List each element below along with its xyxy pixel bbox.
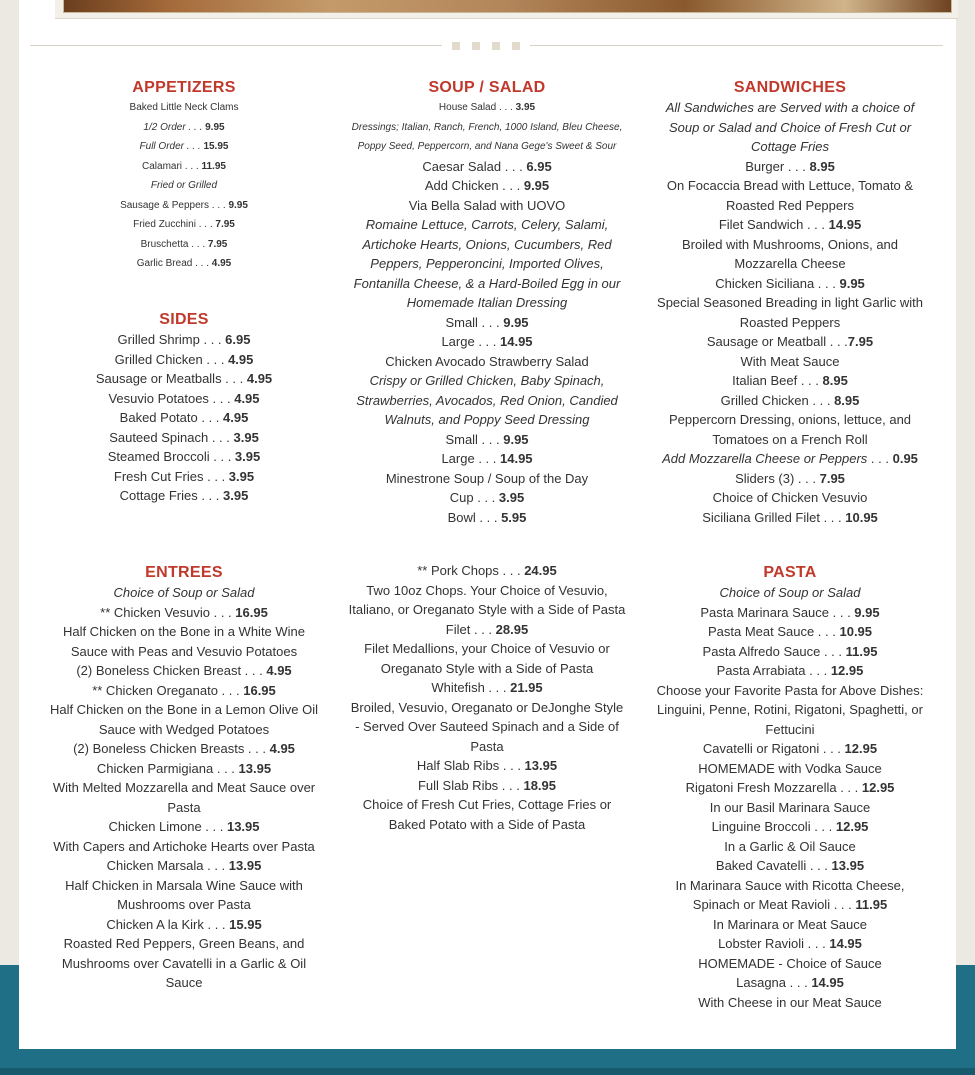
menu-item: [655, 508, 925, 528]
pasta-heading: PASTA: [763, 564, 817, 581]
menu-item: [655, 739, 925, 759]
meats-section: [348, 561, 626, 834]
menu-item: [655, 798, 925, 818]
menu-item-price: 8.95: [822, 373, 848, 388]
menu-item-text: Grilled Chicken . . .: [114, 351, 229, 367]
menu-item: [48, 759, 320, 779]
menu-item-text: With Melted Mozzarella and Meat Sauce over Pasta: [52, 780, 316, 815]
menu-item: [48, 856, 320, 876]
menu-item: [48, 934, 320, 993]
menu-item-price: 24.95: [524, 563, 557, 578]
menu-item: [350, 313, 624, 333]
menu-item-text: Burger . . .: [745, 158, 810, 174]
sides-heading: SIDES: [159, 311, 209, 328]
menu-item-price: 8.95: [809, 158, 835, 174]
menu-item: [350, 98, 624, 118]
menu-item-text: Filet Sandwich . . .: [718, 217, 829, 232]
menu-panel: [19, 0, 956, 1049]
menu-item: [655, 934, 925, 954]
menu-item-text: Garlic Bread . . .: [136, 258, 212, 269]
menu-item: [350, 176, 624, 196]
menu-item-text: Calamari . . .: [142, 160, 202, 172]
menu-item: [655, 391, 925, 411]
menu-item-price: 10.95: [839, 624, 873, 639]
menu-item-text: Full Order . . .: [139, 141, 204, 152]
menu-item: [48, 603, 320, 623]
menu-item: [655, 681, 925, 740]
menu-item-price: 7.95: [207, 238, 228, 250]
divider-left: [30, 45, 442, 46]
menu-item: [655, 235, 925, 274]
menu-item-price: 15.95: [203, 141, 229, 152]
soup-salad-heading: SOUP / SALAD: [428, 79, 546, 96]
menu-item-text: Half Chicken on the Bone in a White Wine Sauce with Peas and Vesuvio Potatoes: [62, 624, 306, 659]
menu-item: [48, 778, 320, 817]
menu-item-price: 8.95: [834, 392, 860, 408]
menu-item: [655, 352, 925, 372]
menu-item: [350, 469, 624, 489]
menu-item: [348, 620, 626, 640]
menu-item-price: 7.95: [847, 334, 874, 349]
menu-item-price: 12.95: [861, 780, 895, 795]
menu-item: [655, 332, 925, 352]
menu-item-text: (2) Boneless Chicken Breasts . . .: [73, 741, 270, 756]
menu-item-text: With Meat Sauce: [740, 353, 840, 369]
divider-right: [530, 45, 943, 46]
menu-item-price: 3.95: [223, 488, 249, 503]
menu-item-price: 3.95: [498, 490, 525, 505]
menu-item: [655, 157, 925, 177]
menu-item-text: Siciliana Grilled Filet . . .: [702, 509, 846, 525]
menu-item-text: Via Bella Salad with UOVO: [408, 197, 566, 213]
menu-item-text: Pasta Meat Sauce . . .: [707, 624, 840, 639]
menu-item: [350, 371, 624, 430]
menu-item: [655, 98, 925, 157]
menu-item: [655, 817, 925, 837]
menu-item: [48, 661, 320, 681]
menu-item-price: 18.95: [523, 777, 557, 793]
menu-item: [348, 639, 626, 678]
menu-item-text: Minestrone Soup / Soup of the Day: [385, 470, 589, 486]
menu-item-text: Grilled Shrimp . . .: [117, 332, 226, 347]
menu-item-text: Large . . .: [441, 334, 500, 349]
menu-item-text: Small . . .: [445, 431, 504, 447]
menu-item: [48, 700, 320, 739]
menu-item: [48, 915, 320, 935]
menu-item-text: In a Garlic & Oil Sauce: [724, 838, 856, 854]
menu-item: [50, 254, 318, 274]
menu-item-text: Pasta Alfredo Sauce . . .: [702, 643, 846, 659]
menu-item-price: 12.95: [844, 741, 878, 756]
menu-item: [655, 274, 925, 294]
menu-item: [48, 583, 320, 603]
menu-item: [50, 350, 318, 370]
menu-item-price: 11.95: [855, 897, 888, 912]
menu-item-price: 21.95: [510, 680, 543, 695]
hero-image: [63, 0, 952, 13]
menu-item-text: Baked Little Neck Clams: [129, 102, 239, 113]
menu-item: [348, 561, 626, 581]
menu-item-price: 3.95: [233, 429, 259, 445]
entrees-section: [48, 563, 320, 993]
menu-item: [655, 215, 925, 235]
menu-item: [348, 756, 626, 776]
menu-item: [655, 915, 925, 935]
menu-item-text: House Salad . . .: [438, 102, 516, 113]
menu-item-text: Cottage Fries . . .: [119, 488, 223, 503]
menu-item-text: Choice of Chicken Vesuvio: [712, 490, 868, 505]
menu-item: [655, 778, 925, 798]
menu-item: [48, 876, 320, 915]
menu-item-price: 9.95: [503, 431, 529, 447]
menu-item: [348, 795, 626, 834]
menu-item-text: Romaine Lettuce, Carrots, Celery, Salami, Artichoke Hearts, Onions, Cucumbers, Red Peppers, Pepperoncini, Imported Olives, Fontanilla Cheese, & a Hard-Boiled Egg in our Homemade Italian Dressing: [353, 217, 621, 310]
menu-item: [655, 642, 925, 662]
menu-item: [655, 293, 925, 332]
menu-item-text: On Focaccia Bread with Lettuce, Tomato & Roasted Red Peppers: [666, 178, 914, 213]
menu-item-text: Filet . . .: [445, 621, 496, 637]
menu-item: [350, 215, 624, 313]
menu-item-text: Chicken Limone . . .: [108, 819, 227, 834]
menu-item: [48, 817, 320, 837]
menu-item: [50, 389, 318, 409]
menu-item-text: Full Slab Ribs . . .: [417, 777, 524, 793]
menu-item-text: Grilled Chicken . . .: [720, 392, 835, 408]
menu-item-price: 3.95: [234, 449, 261, 464]
divider-dot: [512, 42, 520, 50]
menu-item-text: Special Seasoned Breading in light Garlic with Roasted Peppers: [657, 295, 923, 330]
menu-item-text: Sausage & Peppers . . .: [120, 199, 229, 211]
menu-item-text: Dressings; Italian, Ranch, French, 1000 Island, Bleu Cheese, Poppy Seed, Peppercorn, and Nana Gege's Sweet & Sour: [351, 121, 623, 152]
menu-item-text: ** Chicken Oreganato . . .: [92, 682, 244, 698]
menu-item-text: Bowl . . .: [447, 509, 502, 525]
menu-item-price: 4.95: [223, 410, 249, 425]
menu-item-text: Baked Cavatelli . . .: [715, 858, 832, 873]
menu-item: [50, 486, 318, 506]
menu-item-price: 9.95: [854, 604, 880, 620]
menu-item: [655, 973, 925, 993]
menu-item-price: 14.95: [811, 975, 844, 990]
menu-item-text: Chicken Marsala . . .: [106, 858, 229, 873]
menu-item-price: 13.95: [524, 758, 558, 773]
menu-item-price: 4.95: [211, 258, 232, 269]
entrees-list: [48, 583, 320, 993]
menu-item-price: 13.95: [831, 858, 865, 873]
meats-list: [348, 561, 626, 834]
menu-item-price: 5.95: [501, 509, 527, 525]
menu-item: [655, 856, 925, 876]
menu-item: [655, 661, 925, 681]
menu-item-text: Steamed Broccoli . . .: [107, 449, 235, 464]
menu-item-text: Fried or Grilled: [150, 180, 218, 191]
menu-item: [655, 371, 925, 391]
appetizers-list: [50, 98, 318, 274]
menu-item-price: 9.95: [228, 199, 248, 211]
appetizers-section: [50, 78, 318, 274]
menu-item-price: 6.95: [526, 158, 552, 174]
menu-item-text: Italian Beef . . .: [732, 373, 823, 388]
menu-item: [50, 408, 318, 428]
menu-item: [350, 449, 624, 469]
menu-item: [48, 681, 320, 701]
menu-item: [655, 954, 925, 974]
menu-item-price: 4.95: [246, 371, 273, 386]
menu-item-price: 6.95: [225, 332, 251, 347]
sides-section: [50, 310, 318, 506]
menu-item-text: With Capers and Artichoke Hearts over Pasta: [53, 838, 315, 854]
menu-item-text: Vesuvio Potatoes . . .: [108, 390, 235, 406]
menu-item: [350, 196, 624, 216]
menu-item: [655, 993, 925, 1013]
menu-item-text: ** Chicken Vesuvio . . .: [100, 604, 236, 620]
menu-item-price: 9.95: [839, 275, 865, 291]
menu-item: [50, 137, 318, 157]
sandwiches-list: [655, 98, 925, 527]
appetizers-heading: APPETIZERS: [132, 79, 236, 96]
menu-item: [655, 583, 925, 603]
menu-item-price: 28.95: [495, 621, 529, 637]
menu-item-text: In Marinara or Meat Sauce: [713, 916, 867, 932]
menu-item-price: 14.95: [500, 451, 533, 466]
menu-item-text: Half Slab Ribs . . .: [416, 758, 525, 773]
divider-dot: [472, 42, 480, 50]
menu-item-price: 12.95: [830, 663, 864, 678]
menu-item: [655, 876, 925, 915]
menu-item-text: Add Mozzarella Cheese or Peppers: [662, 451, 868, 466]
menu-item-text: Fried Zucchini . . .: [133, 219, 216, 230]
menu-item: [655, 622, 925, 642]
menu-item-text: Chicken Avocado Strawberry Salad: [385, 353, 589, 369]
menu-item: [50, 215, 318, 235]
menu-item-price: 11.95: [201, 160, 226, 172]
menu-item-text: Large . . .: [441, 451, 500, 466]
menu-item: [50, 118, 318, 138]
menu-item-price: 4.95: [266, 663, 292, 678]
menu-item-text: Sausage or Meatballs . . .: [95, 371, 247, 386]
menu-item-text: Chicken A la Kirk . . .: [106, 916, 230, 932]
menu-item: [655, 410, 925, 449]
menu-item-price: 9.95: [523, 178, 550, 193]
soup-salad-list: [350, 98, 624, 527]
menu-item-price: 7.95: [215, 219, 235, 230]
footer-edge: [0, 1068, 975, 1075]
menu-item-text: Broiled, Vesuvio, Oreganato or DeJonghe Style - Served Over Sauteed Spinach and a Side of Pasta: [350, 699, 624, 754]
menu-item-price: 7.95: [819, 470, 845, 486]
menu-item-text: Choice of Soup or Salad: [719, 585, 861, 600]
menu-item-price: 4.95: [228, 351, 254, 367]
menu-item-text: Rigatoni Fresh Mozzarella . . .: [685, 780, 862, 795]
menu-item-separator: . . .: [867, 451, 893, 466]
menu-item-text: Sliders (3) . . .: [735, 470, 820, 486]
menu-item: [655, 837, 925, 857]
menu-item: [655, 176, 925, 215]
menu-item: [350, 352, 624, 372]
menu-item: [655, 469, 925, 489]
menu-item-text: Lasagna . . .: [736, 975, 812, 990]
sandwiches-section: [655, 78, 925, 527]
menu-item-text: Choice of Soup or Salad: [113, 585, 255, 600]
menu-item-text: (2) Boneless Chicken Breast . . .: [76, 663, 267, 678]
menu-item-price: 11.95: [845, 643, 878, 659]
sides-list: [50, 330, 318, 506]
menu-item: [48, 739, 320, 759]
menu-item-text: Pasta Marinara Sauce . . .: [700, 604, 855, 620]
menu-item-text: Lobster Ravioli . . .: [718, 936, 830, 951]
menu-item-price: 13.95: [238, 760, 272, 776]
divider-dot: [492, 42, 500, 50]
menu-item-text: In Marinara Sauce with Ricotta Cheese, Spinach or Meat Ravioli . . .: [675, 877, 905, 912]
menu-item: [50, 157, 318, 177]
menu-item-text: Cavatelli or Rigatoni . . .: [702, 741, 845, 756]
menu-item-price: 9.95: [503, 314, 529, 330]
entrees-heading: ENTREES: [145, 564, 223, 581]
menu-item: [655, 603, 925, 623]
menu-item-price: 3.95: [228, 468, 255, 484]
menu-item: [50, 196, 318, 216]
soup-salad-section: [350, 78, 624, 527]
menu-item: [50, 467, 318, 487]
menu-item-price: 0.95: [892, 451, 918, 466]
menu-item-price: 14.95: [828, 217, 862, 232]
menu-item: [350, 157, 624, 177]
menu-item-text: With Cheese in our Meat Sauce: [698, 994, 882, 1010]
menu-item: [348, 581, 626, 620]
menu-item: [350, 332, 624, 352]
menu-item: [50, 428, 318, 448]
menu-item-price: 13.95: [226, 819, 260, 834]
menu-item-text: Cup . . .: [449, 490, 499, 505]
menu-item: [50, 176, 318, 196]
menu-item: [655, 759, 925, 779]
menu-item-text: HOMEMADE with Vodka Sauce: [698, 760, 882, 776]
menu-item-price: 10.95: [845, 509, 878, 525]
menu-item-text: 1/2 Order . . .: [143, 121, 206, 133]
menu-item-text: Choose your Favorite Pasta for Above Dishes: Linguini, Penne, Rotini, Rigatoni, Spaghetti, or Fettucini: [656, 682, 924, 737]
menu-item-text: Choice of Fresh Cut Fries, Cottage Fries or Baked Potato with a Side of Pasta: [362, 797, 612, 832]
menu-item-text: Filet Medallions, your Choice of Vesuvio or Oreganato Style with a Side of Pasta: [364, 641, 610, 676]
menu-item: [655, 449, 925, 469]
menu-item-text: Bruschetta . . .: [140, 238, 208, 250]
menu-item-text: Chicken Parmigiana . . .: [96, 760, 239, 776]
menu-item-text: Roasted Red Peppers, Green Beans, and Mushrooms over Cavatelli in a Garlic & Oil Sauce: [61, 936, 307, 990]
menu-item: [50, 447, 318, 467]
menu-item-text: Half Chicken in Marsala Wine Sauce with Mushrooms over Pasta: [65, 877, 303, 912]
menu-item-text: Crispy or Grilled Chicken, Baby Spinach, Strawberries, Avocados, Red Onion, Candied Walnuts, and Poppy Seed Dressing: [356, 373, 618, 427]
menu-item-price: 15.95: [229, 916, 262, 932]
menu-item: [50, 235, 318, 255]
menu-item-price: 4.95: [269, 741, 295, 756]
menu-item-price: 9.95: [205, 121, 225, 133]
divider-dot: [452, 42, 460, 50]
menu-item-price: 4.95: [234, 390, 260, 406]
menu-item: [348, 776, 626, 796]
menu-item-text: Sauteed Spinach . . .: [109, 429, 234, 445]
menu-item: [48, 837, 320, 857]
menu-item-price: 13.95: [228, 858, 262, 873]
menu-item-price: 14.95: [500, 334, 533, 349]
menu-item-text: Linguine Broccoli . . .: [711, 819, 836, 834]
menu-item-text: Two 10oz Chops. Your Choice of Vesuvio, Italiano, or Oreganato Style with a Side of Pasta: [348, 582, 626, 617]
menu-item: [50, 330, 318, 350]
menu-item-text: Broiled with Mushrooms, Onions, and Mozzarella Cheese: [681, 236, 899, 271]
menu-item-text: All Sandwiches are Served with a choice of Soup or Salad and Choice of Fresh Cut or Cottage Fries: [665, 100, 915, 154]
menu-item-text: Pasta Arrabiata . . .: [716, 663, 831, 678]
menu-item-text: Add Chicken . . .: [424, 178, 524, 193]
menu-item: [350, 508, 624, 528]
menu-item-text: Peppercorn Dressing, onions, lettuce, and Tomatoes on a French Roll: [668, 412, 912, 447]
menu-item: [655, 488, 925, 508]
menu-item-text: Small . . .: [445, 314, 504, 330]
menu-item-text: Caesar Salad . . .: [422, 158, 527, 174]
menu-item-text: Sausage or Meatball . . .: [706, 334, 848, 349]
pasta-section: [655, 563, 925, 1012]
menu-item-price: 16.95: [235, 604, 268, 620]
menu-item-text: Baked Potato . . .: [119, 410, 224, 425]
menu-item: [50, 369, 318, 389]
menu-item-price: 16.95: [243, 682, 276, 698]
sandwiches-heading: SANDWICHES: [733, 79, 847, 96]
menu-item-price: 3.95: [515, 102, 536, 113]
menu-item-text: HOMEMADE - Choice of Sauce: [698, 955, 882, 971]
menu-item: [48, 622, 320, 661]
menu-item-price: 14.95: [829, 936, 862, 951]
menu-item-text: Fresh Cut Fries . . .: [113, 468, 229, 484]
menu-item: [350, 488, 624, 508]
menu-item-text: ** Pork Chops . . .: [417, 563, 525, 578]
menu-item-text: In our Basil Marinara Sauce: [709, 799, 871, 815]
pasta-list: [655, 583, 925, 1012]
menu-item-text: Whitefish . . .: [431, 680, 511, 695]
menu-item-text: Chicken Siciliana . . .: [715, 275, 840, 291]
menu-item-text: Half Chicken on the Bone in a Lemon Olive Oil Sauce with Wedged Potatoes: [49, 702, 319, 737]
menu-item: [350, 118, 624, 157]
menu-item: [50, 98, 318, 118]
menu-item-price: 12.95: [835, 819, 869, 834]
menu-item: [348, 698, 626, 757]
menu-item: [350, 430, 624, 450]
menu-item: [348, 678, 626, 698]
